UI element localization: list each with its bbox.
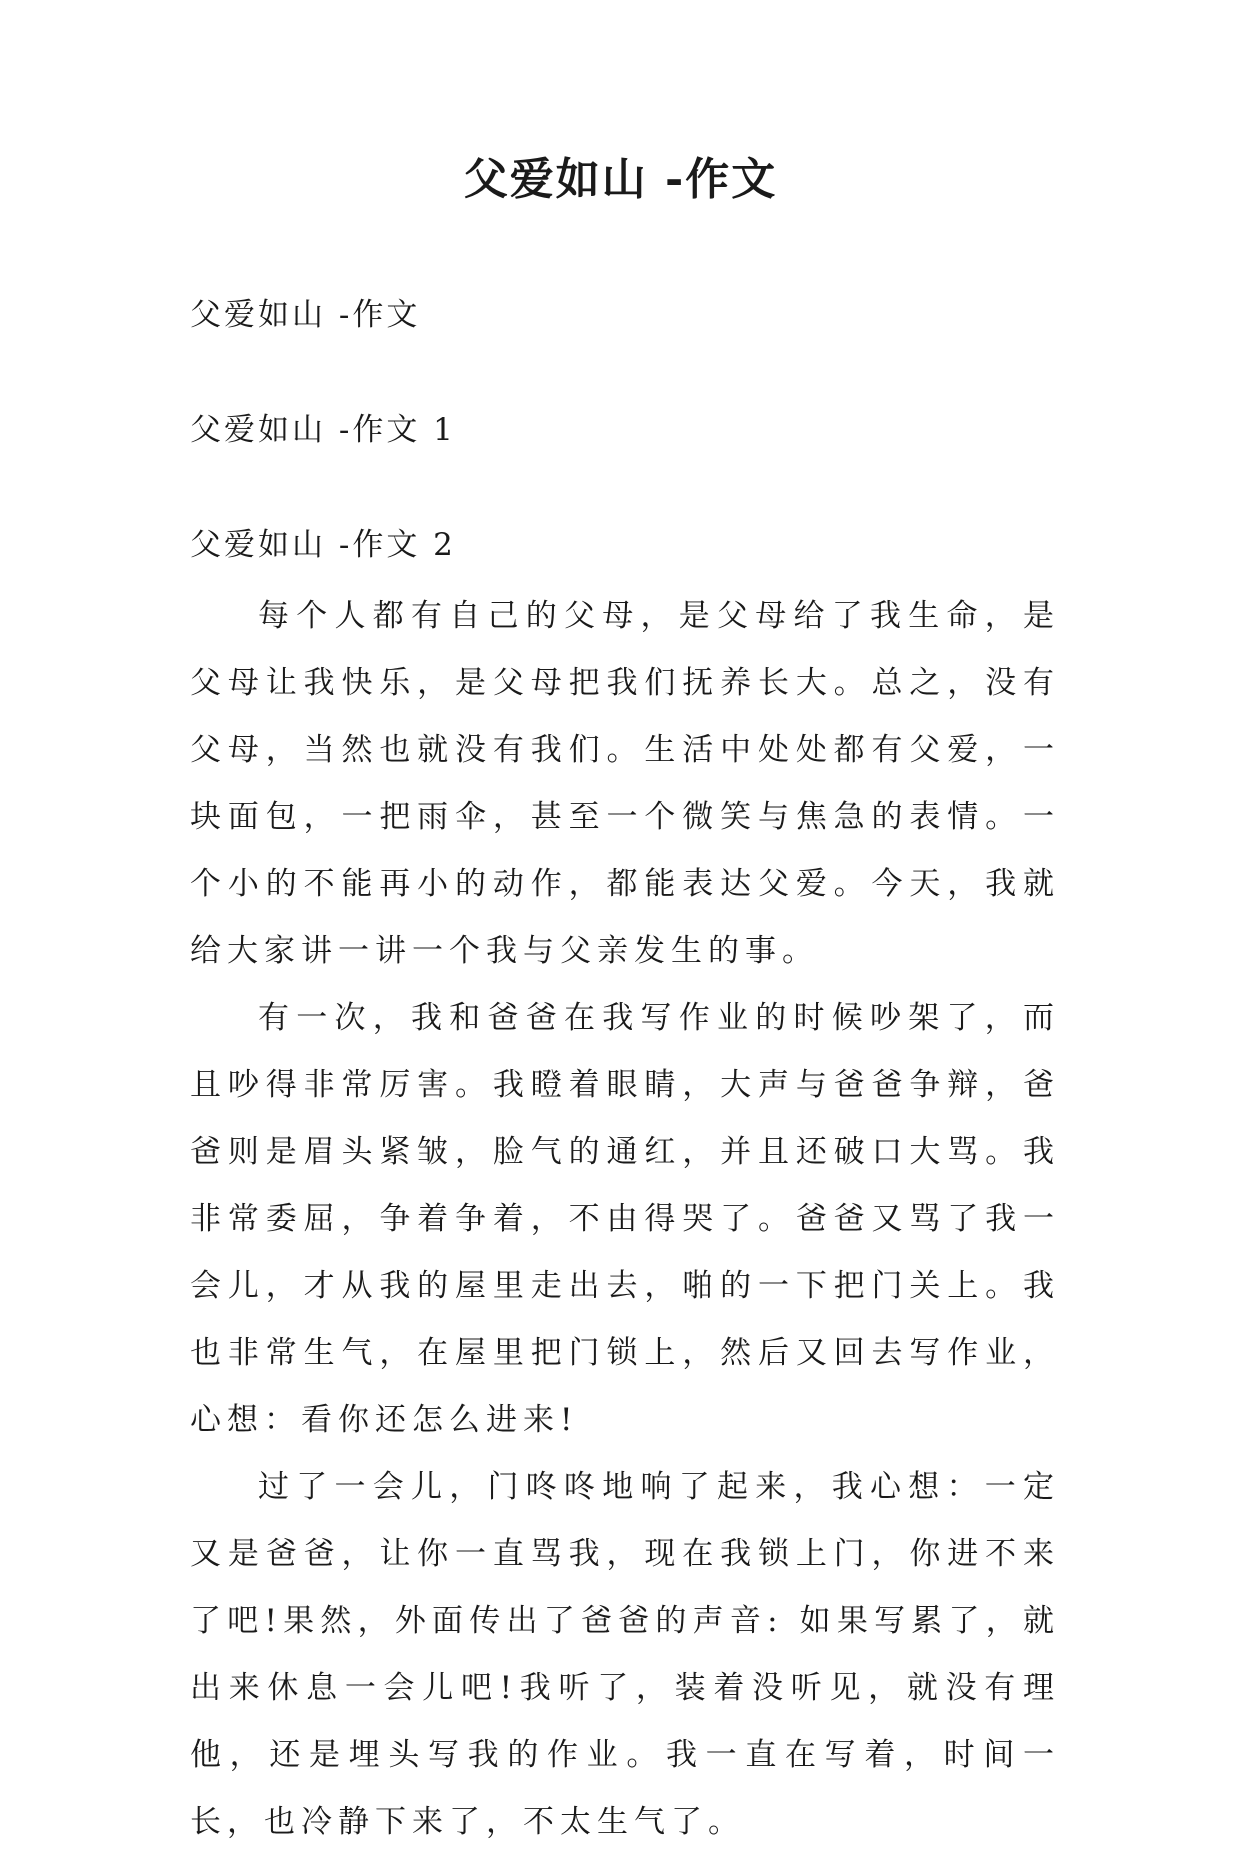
subtitle-line: 父爱如山 -作文 [190, 297, 421, 333]
essay-paragraph: 过了一会儿，门咚咚地响了起来，我心想：一定又是爸爸，让你一直骂我，现在我锁上门，你进不来了吧!果然，外面传出了爸爸的声音: 如果写累了，就出来休息一会儿吧!我听了，装着没听见，就没有理他，还是埋头写我的作业。我一直在写着，时间一长，也冷静下来了，不太生气了。 [190, 1469, 1060, 1840]
essay-paragraph: 有一次，我和爸爸在我写作业的时候吵架了，而且吵得非常厉害。我瞪着眼睛，大声与爸爸争辩，爸爸则是眉头紧皱，脸气的通红，并且还破口大骂。我非常委屈，争着争着，不由得哭了。爸爸又骂了我一会儿，才从我的屋里走出去，啪的一下把门关上。我也非常生气，在屋里把门锁上，然后又回去写作业，心想：看你还怎么进来! [190, 1000, 1060, 1438]
essay-paragraph: 每个人都有自己的父母，是父母给了我生命，是父母让我快乐，是父母把我们抚养长大。总之，没有父母，当然也就没有我们。生活中处处都有父爱，一块面包，一把雨伞，甚至一个微笑与焦急的表情。一个小的不能再小的动作，都能表达父爱。今天，我就给大家讲一讲一个我与父亲发生的事。 [190, 598, 1060, 969]
subtitle-line: 父爱如山 -作文 1 [190, 412, 456, 448]
document-title: 父爱如山 -作文 [463, 154, 778, 205]
essay-body [190, 583, 1060, 1856]
subtitle-line: 父爱如山 -作文 2 [190, 527, 456, 563]
